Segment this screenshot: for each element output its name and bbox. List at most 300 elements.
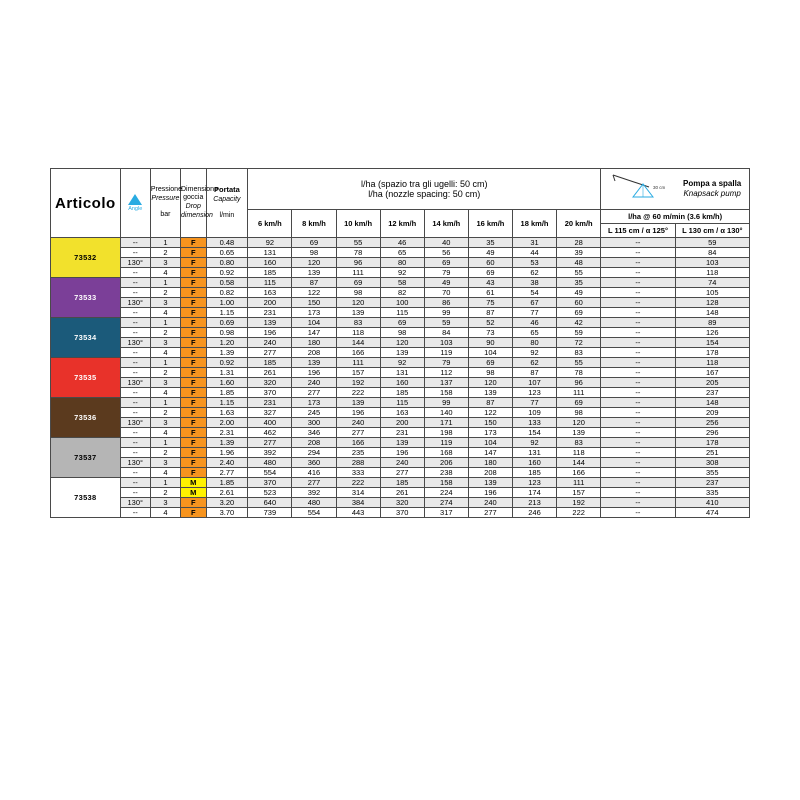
lha-value-10kmh: 277 — [336, 428, 380, 438]
lha-value-16kmh: 60 — [468, 258, 512, 268]
angle-value: 130° — [120, 418, 150, 428]
lha-value-18kmh: 131 — [512, 448, 556, 458]
lha-value-20kmh: 144 — [557, 458, 601, 468]
pump-value-2: 103 — [675, 258, 749, 268]
lha-value-8kmh: 480 — [292, 498, 336, 508]
lha-value-10kmh: 240 — [336, 418, 380, 428]
table-row — [51, 298, 750, 308]
lha-value-8kmh: 277 — [292, 388, 336, 398]
lha-value-18kmh: 62 — [512, 358, 556, 368]
pressure-bar-value: 2 — [150, 328, 180, 338]
lha-value-14kmh: 171 — [424, 418, 468, 428]
angle-value: 130° — [120, 458, 150, 468]
angle-value: -- — [120, 278, 150, 288]
angle-value: -- — [120, 238, 150, 248]
lha-value-6kmh: 240 — [248, 338, 292, 348]
lha-value-16kmh: 75 — [468, 298, 512, 308]
lha-value-6kmh: 554 — [248, 468, 292, 478]
lha-value-14kmh: 49 — [424, 278, 468, 288]
pump-value-1: -- — [601, 408, 675, 418]
lha-value-12kmh: 82 — [380, 288, 424, 298]
pump-value-1: -- — [601, 308, 675, 318]
angle-value: -- — [120, 448, 150, 458]
lha-value-10kmh: 78 — [336, 248, 380, 258]
pressure-bar-value: 4 — [150, 308, 180, 318]
lha-value-16kmh: 90 — [468, 338, 512, 348]
drop-dimension-value: F — [181, 248, 207, 258]
pump-value-2: 154 — [675, 338, 749, 348]
lha-value-16kmh: 208 — [468, 468, 512, 478]
pump-value-1: -- — [601, 508, 675, 518]
pressure-bar-value: 4 — [150, 268, 180, 278]
lha-value-14kmh: 140 — [424, 408, 468, 418]
pump-value-1: -- — [601, 388, 675, 398]
lha-value-12kmh: 160 — [380, 378, 424, 388]
drop-dimension-value: F — [181, 298, 207, 308]
lha-value-14kmh: 59 — [424, 318, 468, 328]
lha-value-8kmh: 104 — [292, 318, 336, 328]
capacity-value: 0.65 — [206, 248, 248, 258]
header-speed-10: 10 km/h — [336, 210, 380, 238]
lha-value-14kmh: 224 — [424, 488, 468, 498]
table-header — [51, 169, 750, 238]
lha-value-14kmh: 70 — [424, 288, 468, 298]
pump-value-1: -- — [601, 448, 675, 458]
capacity-value: 0.58 — [206, 278, 248, 288]
pump-value-1: -- — [601, 318, 675, 328]
lha-value-16kmh: 69 — [468, 358, 512, 368]
pump-value-1: -- — [601, 298, 675, 308]
article-code-73536: 73536 — [51, 398, 121, 438]
lha-value-12kmh: 277 — [380, 468, 424, 478]
header-lha-it: l/ha (spazio tra gli ugelli: 50 cm) — [361, 179, 488, 189]
nozzle-spec-table — [50, 168, 750, 518]
header-angle — [120, 169, 150, 238]
lha-value-10kmh: 443 — [336, 508, 380, 518]
pressure-bar-value: 4 — [150, 508, 180, 518]
lha-value-20kmh: 157 — [557, 488, 601, 498]
header-lha-group — [248, 169, 601, 210]
pressure-bar-value: 2 — [150, 248, 180, 258]
pressure-bar-value: 1 — [150, 238, 180, 248]
lha-value-20kmh: 98 — [557, 408, 601, 418]
lha-value-20kmh: 59 — [557, 328, 601, 338]
lha-value-18kmh: 80 — [512, 338, 556, 348]
drop-dimension-value: F — [181, 308, 207, 318]
lha-value-8kmh: 87 — [292, 278, 336, 288]
capacity-value: 2.77 — [206, 468, 248, 478]
lha-value-20kmh: 28 — [557, 238, 601, 248]
lha-value-16kmh: 240 — [468, 498, 512, 508]
table-row — [51, 438, 750, 448]
pressure-bar-value: 3 — [150, 458, 180, 468]
lha-value-18kmh: 46 — [512, 318, 556, 328]
lha-value-20kmh: 83 — [557, 438, 601, 448]
capacity-value: 0.80 — [206, 258, 248, 268]
pump-value-2: 296 — [675, 428, 749, 438]
lha-value-18kmh: 213 — [512, 498, 556, 508]
drop-dimension-value: F — [181, 408, 207, 418]
pump-value-1: -- — [601, 328, 675, 338]
pump-value-1: -- — [601, 468, 675, 478]
header-drop-en2: dimension — [181, 211, 213, 219]
pressure-bar-value: 2 — [150, 408, 180, 418]
lha-value-6kmh: 200 — [248, 298, 292, 308]
capacity-value: 1.85 — [206, 388, 248, 398]
pressure-bar-value: 1 — [150, 438, 180, 448]
lha-value-14kmh: 56 — [424, 248, 468, 258]
header-pump-col-2: L 130 cm / α 130° — [682, 226, 743, 235]
lha-value-8kmh: 208 — [292, 348, 336, 358]
lha-value-6kmh: 480 — [248, 458, 292, 468]
capacity-value: 1.15 — [206, 308, 248, 318]
drop-dimension-value: F — [181, 378, 207, 388]
lha-value-12kmh: 46 — [380, 238, 424, 248]
drop-dimension-value: F — [181, 238, 207, 248]
lha-value-18kmh: 154 — [512, 428, 556, 438]
lha-value-16kmh: 49 — [468, 248, 512, 258]
knapsack-pump-icon — [609, 171, 671, 207]
lha-value-14kmh: 69 — [424, 258, 468, 268]
capacity-value: 1.96 — [206, 448, 248, 458]
lha-value-14kmh: 79 — [424, 358, 468, 368]
lha-value-8kmh: 120 — [292, 258, 336, 268]
table-row — [51, 238, 750, 248]
pressure-bar-value: 3 — [150, 338, 180, 348]
header-pump-group — [601, 169, 750, 210]
lha-value-10kmh: 98 — [336, 288, 380, 298]
lha-value-12kmh: 370 — [380, 508, 424, 518]
lha-value-20kmh: 48 — [557, 258, 601, 268]
table-row — [51, 288, 750, 298]
lha-value-8kmh: 173 — [292, 308, 336, 318]
lha-value-20kmh: 83 — [557, 348, 601, 358]
header-drop-dimension — [181, 169, 218, 238]
lha-value-16kmh: 147 — [468, 448, 512, 458]
table-row — [51, 388, 750, 398]
capacity-value: 1.31 — [206, 368, 248, 378]
lha-value-10kmh: 120 — [336, 298, 380, 308]
lha-value-14kmh: 84 — [424, 328, 468, 338]
lha-value-18kmh: 133 — [512, 418, 556, 428]
drop-dimension-value: F — [181, 278, 207, 288]
header-drop-it2: goccia — [183, 194, 204, 202]
lha-value-6kmh: 277 — [248, 438, 292, 448]
pump-value-2: 167 — [675, 368, 749, 378]
pressure-bar-value: 2 — [150, 368, 180, 378]
capacity-value: 0.92 — [206, 268, 248, 278]
lha-value-20kmh: 139 — [557, 428, 601, 438]
capacity-value: 1.39 — [206, 348, 248, 358]
pump-value-2: 335 — [675, 488, 749, 498]
lha-value-12kmh: 80 — [380, 258, 424, 268]
lha-value-18kmh: 67 — [512, 298, 556, 308]
pump-value-2: 209 — [675, 408, 749, 418]
lha-value-10kmh: 314 — [336, 488, 380, 498]
lha-value-16kmh: 139 — [468, 478, 512, 488]
pump-value-2: 148 — [675, 398, 749, 408]
lha-value-12kmh: 240 — [380, 458, 424, 468]
table-row — [51, 248, 750, 258]
lha-value-16kmh: 173 — [468, 428, 512, 438]
table-row — [51, 308, 750, 318]
lha-value-18kmh: 160 — [512, 458, 556, 468]
lha-value-12kmh: 92 — [380, 358, 424, 368]
svg-text:30 cm: 30 cm — [653, 185, 666, 190]
lha-value-18kmh: 109 — [512, 408, 556, 418]
table-row — [51, 368, 750, 378]
header-article — [51, 169, 121, 238]
lha-value-14kmh: 79 — [424, 268, 468, 278]
lha-value-14kmh: 158 — [424, 478, 468, 488]
angle-value: -- — [120, 438, 150, 448]
lha-value-6kmh: 139 — [248, 318, 292, 328]
drop-dimension-value: F — [181, 368, 207, 378]
header-pump-speed: l/ha @ 60 m/min (3.6 km/h) — [601, 210, 749, 224]
lha-value-8kmh: 277 — [292, 478, 336, 488]
angle-value: -- — [120, 388, 150, 398]
article-code-73537: 73537 — [51, 438, 121, 478]
lha-value-12kmh: 58 — [380, 278, 424, 288]
lha-value-20kmh: 35 — [557, 278, 601, 288]
lha-value-10kmh: 111 — [336, 268, 380, 278]
table-row — [51, 418, 750, 428]
lha-value-16kmh: 69 — [468, 268, 512, 278]
pump-value-2: 74 — [675, 278, 749, 288]
header-pressure — [150, 169, 180, 238]
drop-dimension-value: F — [181, 348, 207, 358]
lha-value-18kmh: 107 — [512, 378, 556, 388]
pump-value-2: 105 — [675, 288, 749, 298]
header-speed-18: 18 km/h — [512, 210, 556, 238]
pump-value-2: 126 — [675, 328, 749, 338]
pressure-bar-value: 4 — [150, 348, 180, 358]
pump-value-1: -- — [601, 258, 675, 268]
pressure-bar-value: 4 — [150, 428, 180, 438]
capacity-value: 2.40 — [206, 458, 248, 468]
lha-value-18kmh: 77 — [512, 398, 556, 408]
capacity-value: 0.69 — [206, 318, 248, 328]
angle-value: -- — [120, 398, 150, 408]
lha-value-16kmh: 87 — [468, 308, 512, 318]
lha-value-6kmh: 400 — [248, 418, 292, 428]
lha-value-8kmh: 180 — [292, 338, 336, 348]
pressure-bar-value: 1 — [150, 318, 180, 328]
pump-value-1: -- — [601, 238, 675, 248]
lha-value-10kmh: 333 — [336, 468, 380, 478]
lha-value-18kmh: 38 — [512, 278, 556, 288]
lha-value-20kmh: 60 — [557, 298, 601, 308]
pump-value-1: -- — [601, 498, 675, 508]
table-row — [51, 258, 750, 268]
table-row — [51, 468, 750, 478]
lha-value-20kmh: 42 — [557, 318, 601, 328]
lha-value-16kmh: 43 — [468, 278, 512, 288]
header-pressure-en: Pressure — [151, 195, 180, 203]
lha-value-8kmh: 240 — [292, 378, 336, 388]
lha-value-14kmh: 99 — [424, 398, 468, 408]
lha-value-12kmh: 185 — [380, 478, 424, 488]
pump-value-2: 256 — [675, 418, 749, 428]
angle-value: -- — [120, 478, 150, 488]
capacity-value: 2.00 — [206, 418, 248, 428]
lha-value-10kmh: 166 — [336, 438, 380, 448]
pump-value-1: -- — [601, 378, 675, 388]
pump-value-1: -- — [601, 278, 675, 288]
lha-value-10kmh: 222 — [336, 478, 380, 488]
lha-value-8kmh: 300 — [292, 418, 336, 428]
pump-value-2: 178 — [675, 438, 749, 448]
pressure-bar-value: 1 — [150, 478, 180, 488]
angle-value: -- — [120, 348, 150, 358]
pressure-bar-value: 1 — [150, 398, 180, 408]
pump-value-2: 410 — [675, 498, 749, 508]
lha-value-14kmh: 99 — [424, 308, 468, 318]
lha-value-10kmh: 111 — [336, 358, 380, 368]
header-pressure-unit: bar — [160, 210, 171, 218]
pump-value-2: 84 — [675, 248, 749, 258]
lha-value-8kmh: 208 — [292, 438, 336, 448]
capacity-value: 1.15 — [206, 398, 248, 408]
lha-value-12kmh: 139 — [380, 438, 424, 448]
angle-value: -- — [120, 288, 150, 298]
lha-value-14kmh: 103 — [424, 338, 468, 348]
lha-value-12kmh: 261 — [380, 488, 424, 498]
pump-value-2: 474 — [675, 508, 749, 518]
lha-value-20kmh: 192 — [557, 498, 601, 508]
drop-dimension-value: F — [181, 338, 207, 348]
pressure-bar-value: 2 — [150, 448, 180, 458]
capacity-value: 3.70 — [206, 508, 248, 518]
article-code-73532: 73532 — [51, 238, 121, 278]
lha-value-12kmh: 98 — [380, 328, 424, 338]
lha-value-10kmh: 139 — [336, 308, 380, 318]
drop-dimension-value: F — [181, 438, 207, 448]
lha-value-6kmh: 392 — [248, 448, 292, 458]
lha-value-18kmh: 92 — [512, 348, 556, 358]
angle-value: -- — [120, 358, 150, 368]
lha-value-12kmh: 139 — [380, 348, 424, 358]
lha-value-20kmh: 118 — [557, 448, 601, 458]
capacity-value: 1.63 — [206, 408, 248, 418]
lha-value-12kmh: 92 — [380, 268, 424, 278]
drop-dimension-value: F — [181, 268, 207, 278]
angle-icon-cell — [121, 194, 150, 212]
lha-value-18kmh: 92 — [512, 438, 556, 448]
angle-value: 130° — [120, 298, 150, 308]
header-capacity-unit: l/min — [219, 211, 235, 219]
pressure-bar-value: 3 — [150, 258, 180, 268]
lha-value-18kmh: 77 — [512, 308, 556, 318]
lha-value-16kmh: 61 — [468, 288, 512, 298]
header-drop-it: Dimensione — [181, 185, 218, 193]
drop-dimension-value: F — [181, 328, 207, 338]
lha-value-16kmh: 196 — [468, 488, 512, 498]
lha-value-6kmh: 115 — [248, 278, 292, 288]
angle-value: -- — [120, 328, 150, 338]
lha-value-14kmh: 198 — [424, 428, 468, 438]
lha-value-20kmh: 69 — [557, 308, 601, 318]
lha-value-16kmh: 104 — [468, 348, 512, 358]
lha-value-14kmh: 317 — [424, 508, 468, 518]
header-article-label: Articolo — [54, 194, 116, 212]
pressure-bar-value: 3 — [150, 418, 180, 428]
drop-dimension-value: F — [181, 428, 207, 438]
lha-value-10kmh: 69 — [336, 278, 380, 288]
lha-value-14kmh: 206 — [424, 458, 468, 468]
lha-value-18kmh: 174 — [512, 488, 556, 498]
angle-value: -- — [120, 428, 150, 438]
drop-dimension-value: F — [181, 358, 207, 368]
lha-value-16kmh: 120 — [468, 378, 512, 388]
article-code-73538: 73538 — [51, 478, 121, 518]
angle-value: 130° — [120, 378, 150, 388]
pump-value-1: -- — [601, 358, 675, 368]
drop-dimension-value: M — [181, 478, 207, 488]
pump-value-2: 148 — [675, 308, 749, 318]
drop-dimension-value: F — [181, 288, 207, 298]
capacity-value: 0.48 — [206, 238, 248, 248]
pressure-bar-value: 2 — [150, 488, 180, 498]
drop-dimension-value: F — [181, 398, 207, 408]
angle-value: 130° — [120, 338, 150, 348]
lha-value-6kmh: 327 — [248, 408, 292, 418]
capacity-value: 0.98 — [206, 328, 248, 338]
lha-value-6kmh: 640 — [248, 498, 292, 508]
pump-value-2: 237 — [675, 388, 749, 398]
lha-value-10kmh: 144 — [336, 338, 380, 348]
drop-dimension-value: F — [181, 418, 207, 428]
table-row — [51, 268, 750, 278]
pump-value-2: 118 — [675, 268, 749, 278]
lha-value-6kmh: 231 — [248, 398, 292, 408]
lha-value-6kmh: 231 — [248, 308, 292, 318]
pressure-bar-value: 4 — [150, 388, 180, 398]
pump-value-2: 118 — [675, 358, 749, 368]
lha-value-18kmh: 62 — [512, 268, 556, 278]
header-pressure-it: Pressione — [150, 186, 182, 194]
lha-value-12kmh: 231 — [380, 428, 424, 438]
table-row — [51, 328, 750, 338]
capacity-value: 2.31 — [206, 428, 248, 438]
table-row — [51, 358, 750, 368]
pump-value-2: 237 — [675, 478, 749, 488]
table-row — [51, 278, 750, 288]
lha-value-14kmh: 119 — [424, 438, 468, 448]
header-speed-20: 20 km/h — [557, 210, 601, 238]
lha-value-16kmh: 150 — [468, 418, 512, 428]
pump-value-1: -- — [601, 338, 675, 348]
lha-value-6kmh: 523 — [248, 488, 292, 498]
table-row — [51, 458, 750, 468]
lha-value-8kmh: 392 — [292, 488, 336, 498]
lha-value-10kmh: 192 — [336, 378, 380, 388]
lha-value-10kmh: 55 — [336, 238, 380, 248]
lha-value-16kmh: 73 — [468, 328, 512, 338]
capacity-value: 1.39 — [206, 438, 248, 448]
table-body — [51, 238, 750, 518]
lha-value-12kmh: 131 — [380, 368, 424, 378]
lha-value-6kmh: 196 — [248, 328, 292, 338]
header-speed-14: 14 km/h — [424, 210, 468, 238]
lha-value-8kmh: 139 — [292, 268, 336, 278]
header-speed-16: 16 km/h — [468, 210, 512, 238]
pressure-bar-value: 3 — [150, 298, 180, 308]
angle-value: -- — [120, 508, 150, 518]
lha-value-12kmh: 115 — [380, 398, 424, 408]
capacity-value: 1.00 — [206, 298, 248, 308]
lha-value-20kmh: 39 — [557, 248, 601, 258]
